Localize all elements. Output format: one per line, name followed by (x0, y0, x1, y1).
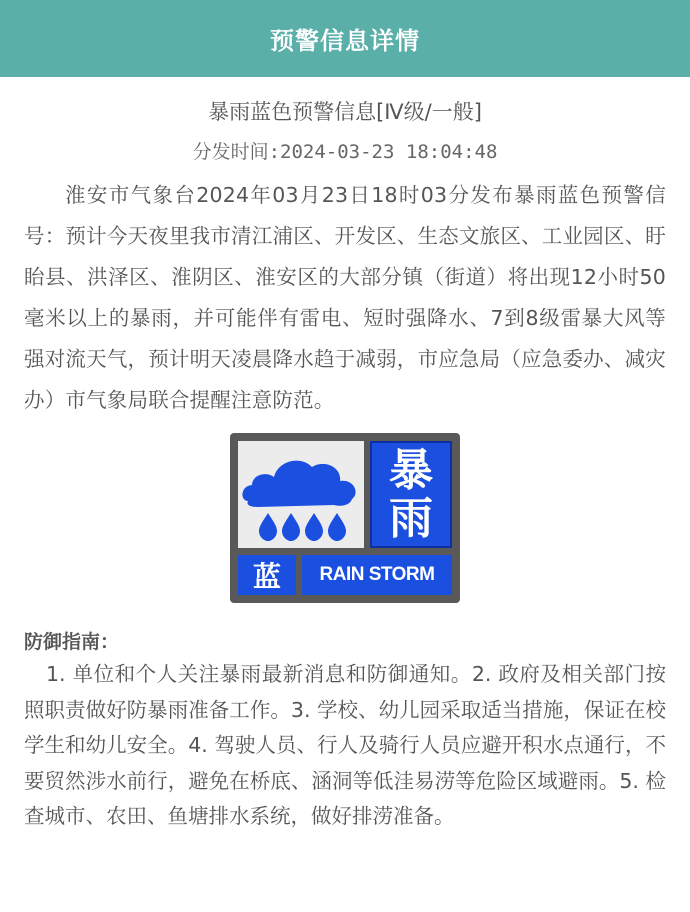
alert-content: 淮安市气象台2024年03月23日18时03分发布暴雨蓝色预警信号：预计今天夜里我市清江浦区、开发区、生态文旅区、工业园区、盱眙县、洪泽区、淮阴区、淮安区的大部分镇（街道）将出现12小时50毫米以上的暴雨，并可能伴有雷电、短时强降水、7到8级雷暴大风等强对流天气，预计明天凌晨降水趋于减弱，市应急局（应急委办、减灾办）市气象局联合提醒注意防范。 (24, 183, 666, 412)
sign-english-label: RAIN STORM (302, 555, 452, 595)
warning-sign-container (0, 433, 690, 603)
sign-cn-line1: 暴 (389, 444, 433, 496)
sign-cn-line2: 雨 (389, 492, 433, 544)
alert-time (0, 139, 690, 165)
alert-title: 暴雨蓝色预警信息[Ⅳ级/一般] (208, 100, 482, 124)
rainstorm-blue-warning-sign (230, 433, 460, 603)
defense-guide-heading: 防御指南： (24, 631, 120, 653)
page-header (0, 0, 690, 77)
page-title: 预警信息详情 (270, 27, 420, 55)
sign-type-label (370, 441, 452, 548)
time-label: 分发时间: (192, 141, 281, 163)
defense-guide-text: 1. 单位和个人关注暴雨最新消息和防御通知。2. 政府及相关部门按照职责做好防暴雨准备工作。3. 学校、幼儿园采取适当措施，保证在校学生和幼儿安全。4. 驾驶人员、行人及骑行人员应避开积水点通行，不要贸然涉水前行，避免在桥底、涵洞等低洼易涝等危险区域避雨。5. 检查城市、农田、鱼塘排水系统，做好排涝准备。 (24, 662, 666, 828)
sign-color-label: 蓝 (238, 555, 296, 595)
rain-cloud-icon (238, 441, 364, 548)
time-value: 2024-03-23 18:04:48 (280, 141, 498, 163)
